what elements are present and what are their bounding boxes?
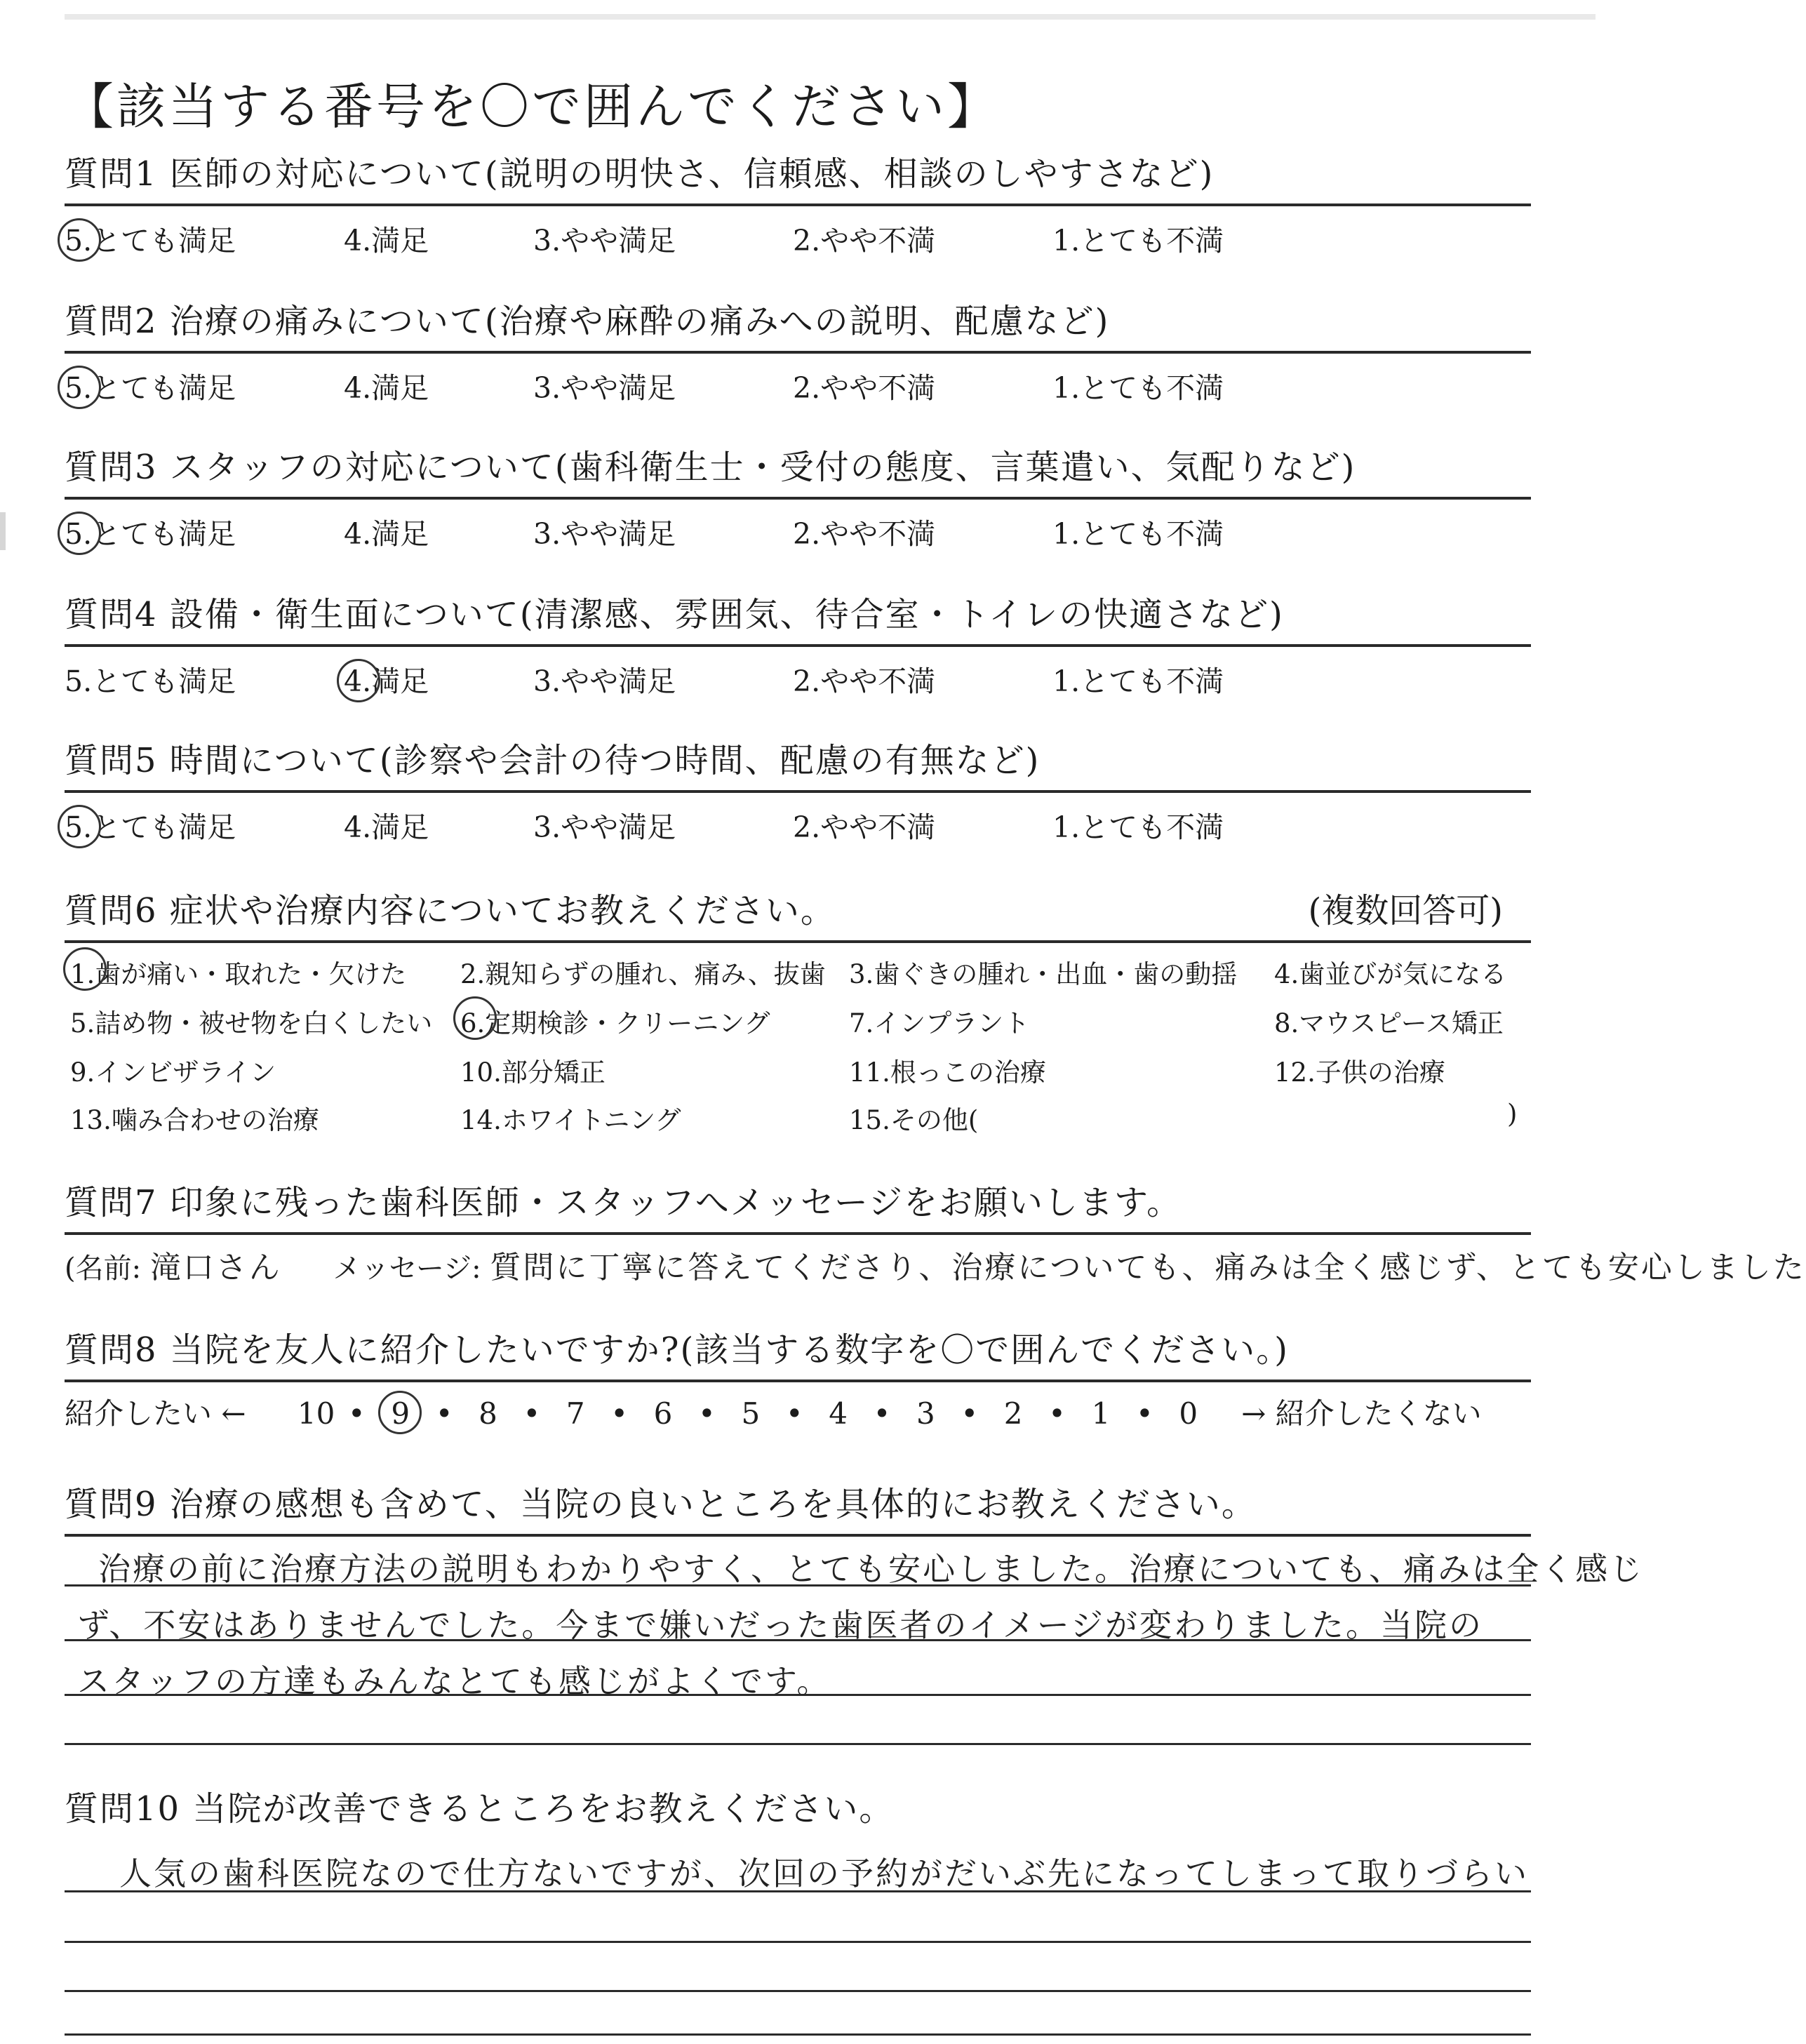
answer-line [65,1941,1531,1943]
scale-left-label: 紹介したい ← [65,1396,246,1431]
rating-option[interactable] [344,218,429,259]
symptom-option[interactable]: 15.その他( [849,1105,979,1135]
option-label: 2.やや不満 [793,810,936,844]
question-1-label: 質問1 医師の対応について(説明の明快さ、信頼感、相談のしやすさなど) [65,154,1215,194]
option-label: 3.やや満足 [533,810,676,844]
option-label: 2.やや不満 [793,664,936,698]
option-label: 2.やや不満 [793,224,936,258]
rating-option[interactable] [793,804,935,846]
question-2 [65,295,1531,354]
rating-option[interactable] [65,658,236,700]
question-7-label: 質問7 印象に残った歯科医師・スタッフへメッセージをお願いします。 [65,1183,1182,1222]
question-3 [65,441,1531,500]
recommend-scale [65,1391,1482,1433]
option-label: 1.とても不満 [1052,664,1224,698]
answer-line [65,1743,1531,1745]
rating-option[interactable] [533,804,676,846]
symptom-option[interactable]: 7.インプラント [849,1008,1030,1038]
scale-value[interactable]: 7 [566,1396,585,1431]
rating-option[interactable] [344,658,429,700]
option-label: 5.とても満足 [65,664,236,698]
form-title: 【該当する番号を〇で囲んでください】 [65,78,999,135]
rating-option[interactable] [65,511,236,552]
rating-option[interactable] [793,658,935,700]
symptom-option[interactable]: 6.定期検診・クリーニング [460,1002,770,1040]
rating-option[interactable] [65,804,236,846]
option-label: 3.やや満足 [533,224,676,258]
answer-line [65,1990,1531,1992]
question-5 [65,734,1531,793]
question-1 [65,147,1531,206]
question-9 [65,1478,1531,1537]
question-6-note: (複数回答可) [1308,891,1503,930]
scale-value[interactable]: 0 [1179,1396,1198,1431]
q9-answer-line-2[interactable]: ず、不安はありませんでした。今まで嫌いだった歯医者のイメージが変わりました。当院の [77,1607,1483,1643]
scale-value[interactable]: 9 [385,1396,416,1431]
symptom-option[interactable]: ) [1507,1099,1518,1129]
scale-value[interactable]: 10 [297,1396,335,1431]
option-label: 1.とても不満 [1052,224,1224,258]
rating-option[interactable] [793,218,935,259]
name-value[interactable]: 滝口さん [149,1250,282,1285]
scale-separator: • [610,1396,629,1431]
scale-right-label: → 紹介したくない [1241,1396,1482,1431]
scale-value[interactable]: 2 [1003,1396,1023,1431]
symptom-option[interactable]: 9.インビザライン [70,1057,276,1088]
scale-value[interactable]: 6 [653,1396,673,1431]
symptom-option[interactable]: 5.詰め物・被せ物を白くしたい [70,1008,433,1038]
symptom-option[interactable]: 4.歯並びが気になる [1274,959,1507,989]
symptom-option[interactable]: 12.子供の治療 [1274,1057,1445,1088]
message-value[interactable]: 質問に丁寧に答えてくださり、治療についても、痛みは全く感じず、とても安心しました [490,1250,1806,1285]
symptom-option[interactable]: 14.ホワイトニング [460,1105,681,1135]
scan-top-edge [65,14,1596,20]
question-4-label: 質問4 設備・衛生面について(清潔感、雰囲気、待合室・トイレの快適さなど) [65,595,1284,634]
option-label: 1.とても不満 [1052,517,1224,551]
message-line [65,1242,1806,1287]
scale-values [297,1396,1204,1431]
name-label: (名前: [65,1253,142,1285]
question-4-options [0,658,1617,700]
option-label: 1.とても不満 [1052,371,1224,405]
question-9-label: 質問9 治療の感想も含めて、当院の良いところを具体的にお教えください。 [65,1485,1257,1524]
rating-option[interactable] [1052,804,1224,846]
rating-option[interactable] [1052,365,1224,406]
question-6-label: 質問6 症状や治療内容についてお教えください。 [65,891,836,930]
q9-answer-line-1[interactable]: 治療の前に治療方法の説明もわかりやすく、とても安心しました。治療についても、痛みは全く感じ [98,1551,1645,1587]
question-10 [65,1782,1531,1838]
rating-option[interactable] [65,365,236,406]
q9-answer-line-3[interactable]: スタッフの方達もみんなとても感じがよくです。 [77,1663,831,1699]
question-5-options [0,804,1617,846]
rating-option[interactable] [1052,511,1224,552]
question-3-label: 質問3 スタッフの対応について(歯科衛生士・受付の態度、言葉遣い、気配りなど) [65,448,1356,487]
scale-separator: • [698,1396,716,1431]
scale-separator: • [523,1396,541,1431]
rating-option[interactable] [344,511,429,552]
symptom-option[interactable]: 10.部分矯正 [460,1057,606,1088]
rating-option[interactable] [344,365,429,406]
rating-option[interactable] [1052,218,1224,259]
option-label: 3.やや満足 [533,517,676,551]
symptom-option[interactable]: 8.マウスピース矯正 [1274,1008,1504,1038]
rating-option[interactable] [65,218,236,259]
scale-value[interactable]: 4 [829,1396,848,1431]
selected-option-label: 5.とても満足 [65,371,236,405]
rating-option[interactable] [793,511,935,552]
rating-option[interactable] [1052,658,1224,700]
option-label: 4.満足 [344,517,429,551]
scale-separator: • [961,1396,979,1431]
scale-separator: • [435,1396,453,1431]
question-10-label: 質問10 当院が改善できるところをお教えください。 [65,1789,895,1829]
symptom-option[interactable]: 1.歯が痛い・取れた・欠けた [70,953,406,991]
scale-separator: • [785,1396,803,1431]
option-label: 4.満足 [344,810,429,844]
option-label: 2.やや不満 [793,371,936,405]
rating-option[interactable] [344,804,429,846]
option-label: 4.満足 [344,224,429,258]
scale-value[interactable]: 8 [479,1396,497,1431]
scale-value[interactable]: 3 [916,1396,935,1431]
scale-separator: • [347,1396,366,1431]
question-2-label: 質問2 治療の痛みについて(治療や麻酔の痛みへの説明、配慮など) [65,302,1110,341]
question-4 [65,588,1531,647]
symptom-option[interactable]: 2.親知らずの腫れ、痛み、抜歯 [460,959,826,989]
option-label: 2.やや不満 [793,517,936,551]
selected-option-label: 5.とても満足 [65,810,236,844]
message-label: メッセージ: [333,1253,481,1285]
scale-separator: • [873,1396,891,1431]
option-label: 3.やや満足 [533,371,676,405]
scale-separator: • [1135,1396,1153,1431]
selected-option-label: 5.とても満足 [65,517,236,551]
rating-option[interactable] [533,218,676,259]
question-8 [65,1323,1531,1382]
selected-option-label: 5.とても満足 [65,224,236,258]
rating-option[interactable] [793,365,935,406]
scale-separator: • [1048,1396,1066,1431]
question-2-options [0,365,1617,407]
question-3-options [0,511,1617,553]
symptom-option[interactable]: 13.噛み合わせの治療 [70,1105,319,1135]
option-label: 3.やや満足 [533,664,676,698]
rating-option[interactable] [533,365,676,406]
rating-option[interactable] [533,658,676,700]
question-6 [65,884,1531,943]
question-5-label: 質問5 時間について(診察や会計の待つ時間、配慮の有無など) [65,741,1041,780]
option-label: 1.とても不満 [1052,810,1224,844]
selected-option-label: 4.満足 [344,664,429,698]
option-label: 4.満足 [344,371,429,405]
scale-value[interactable]: 5 [741,1396,761,1431]
answer-line [65,2033,1531,2036]
question-1-options [0,218,1617,260]
symptom-option[interactable]: 11.根っこの治療 [849,1057,1046,1088]
symptom-option[interactable]: 3.歯ぐきの腫れ・出血・歯の動揺 [849,959,1238,989]
question-7 [65,1176,1531,1235]
q10-answer-line-1[interactable]: 人気の歯科医院なので仕方ないですが、次回の予約がだいぶ先になってしまって取りづらい [119,1855,1529,1892]
scale-value[interactable]: 1 [1091,1396,1111,1431]
rating-option[interactable] [533,511,676,552]
question-8-label: 質問8 当院を友人に紹介したいですか?(該当する数字を〇で囲んでください。) [65,1330,1289,1370]
